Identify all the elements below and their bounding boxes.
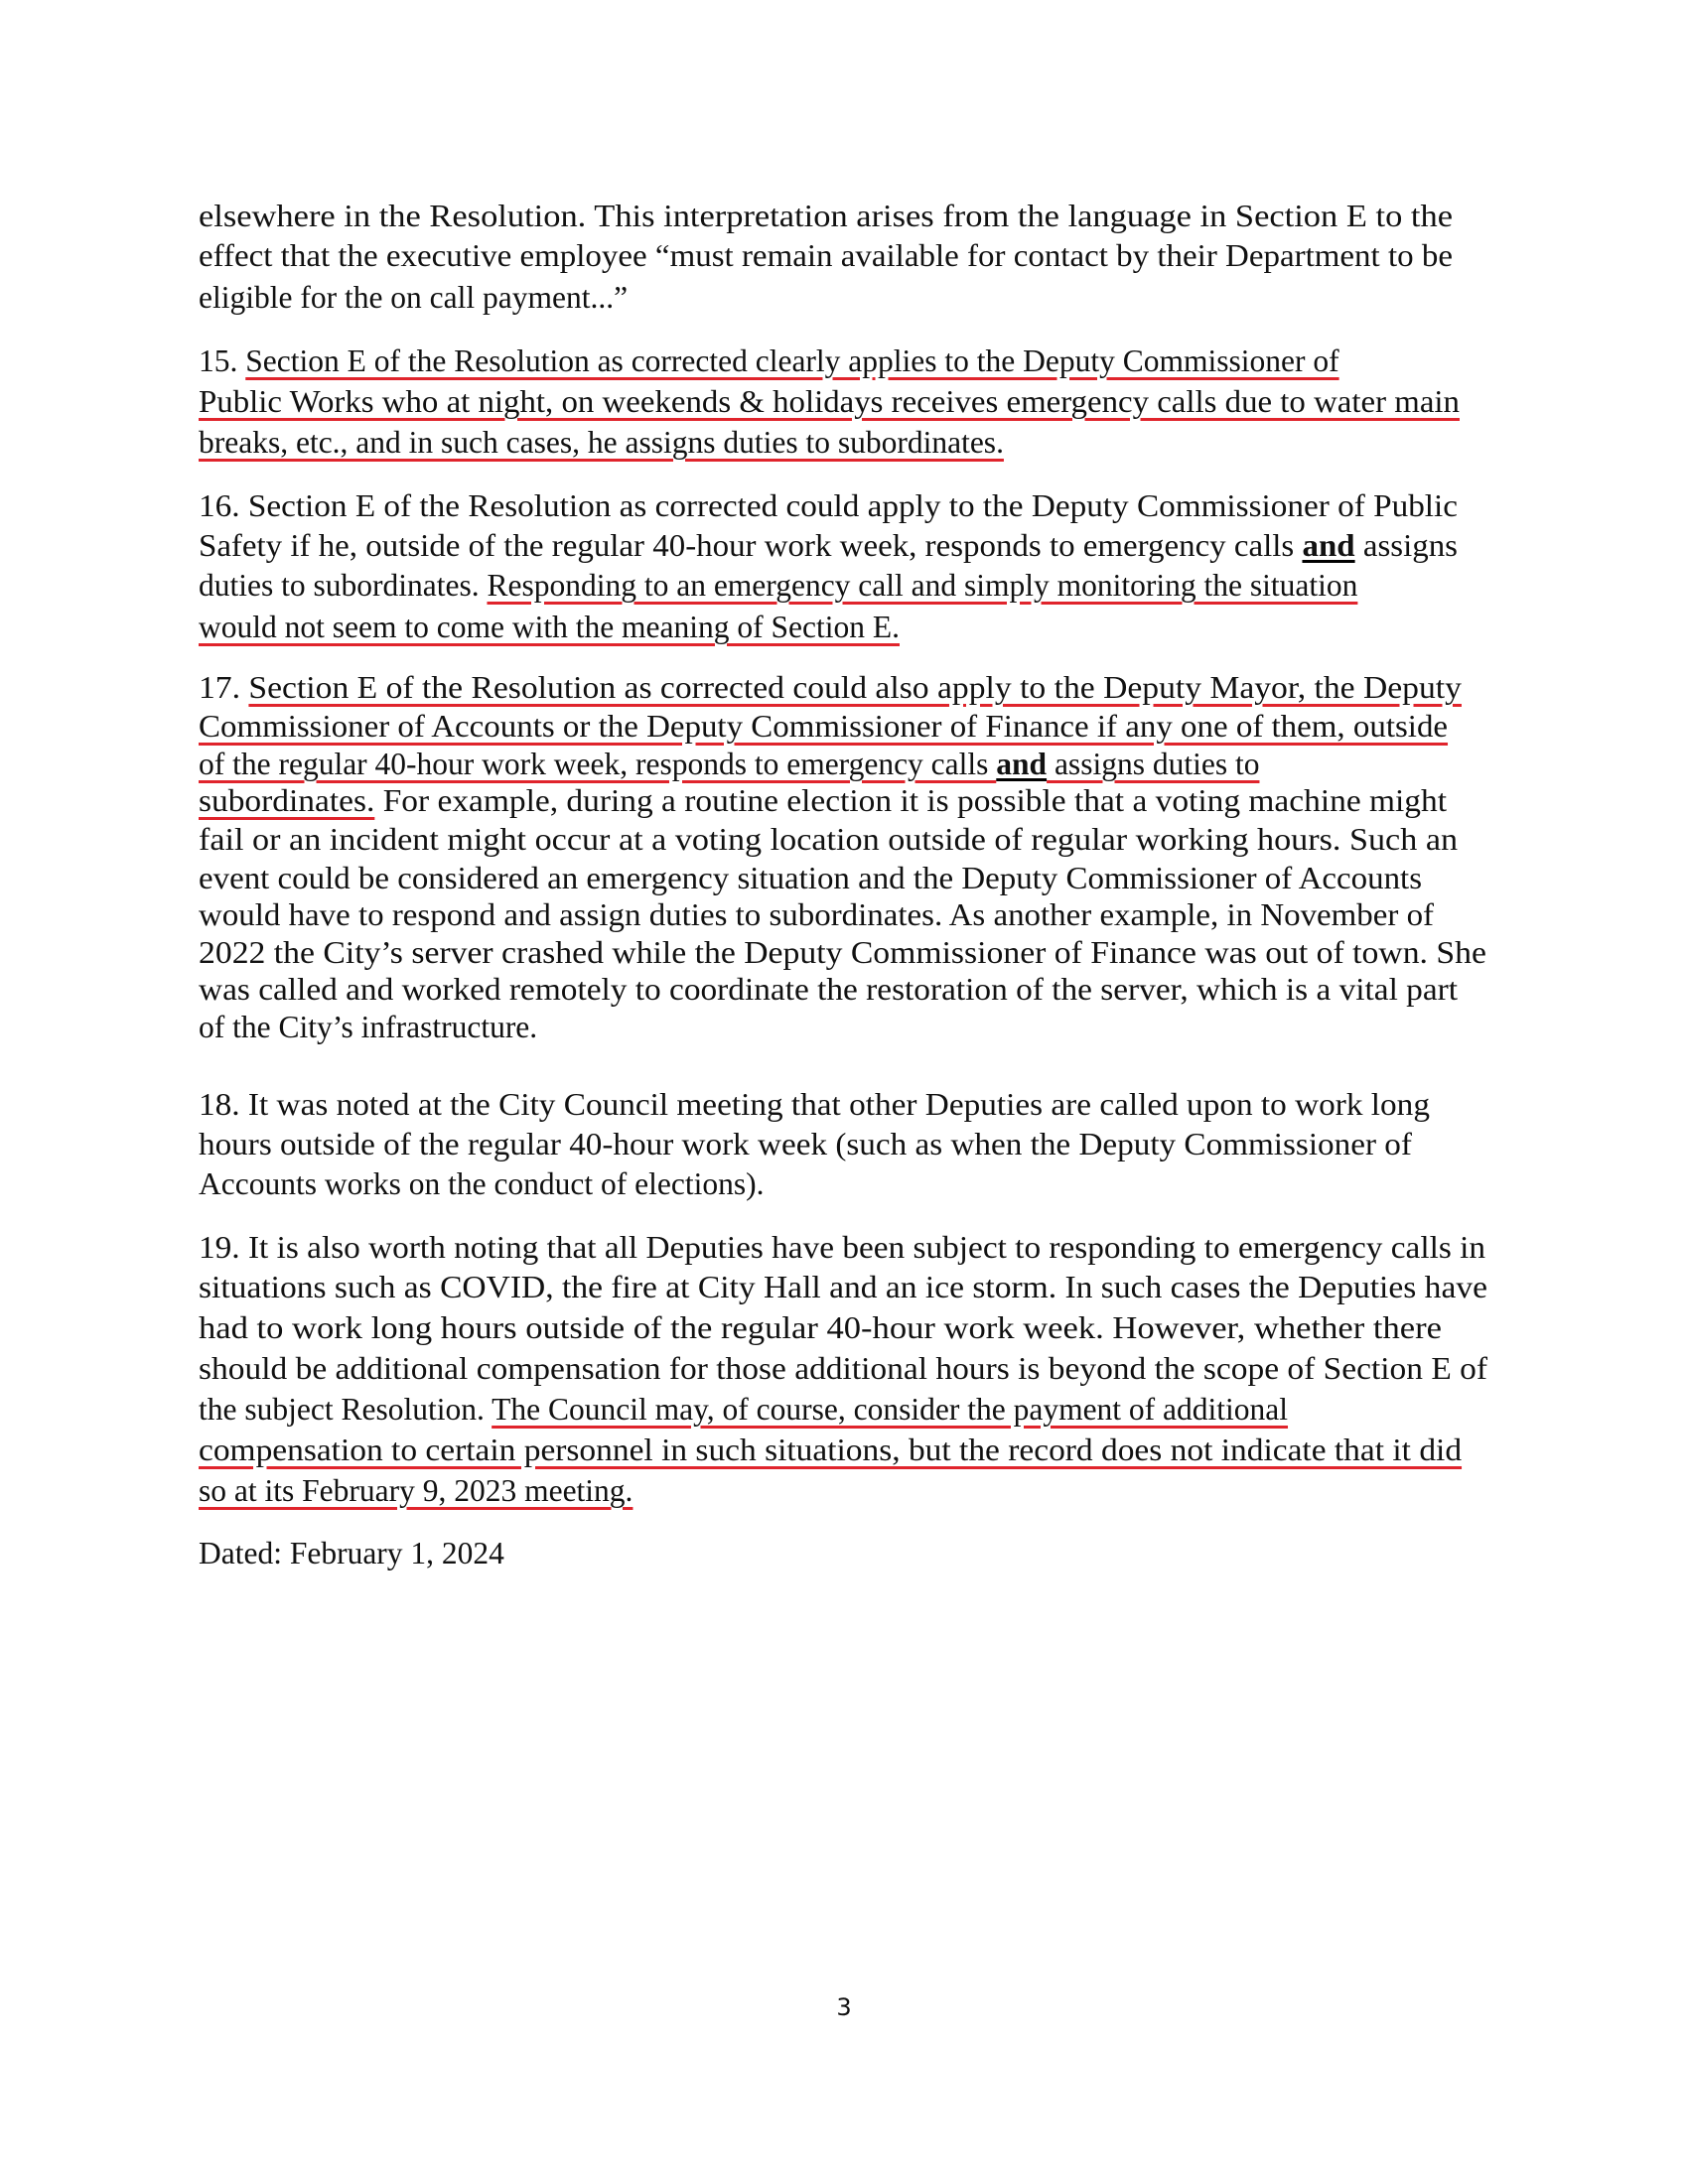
body-text: was called and worked remotely to coordinate the restoration of the server, which is a vital part [199,972,1459,1007]
body-text: hours outside of the regular 40-hour work week (such as when the Deputy Commissioner of [199,1127,1412,1161]
body-text: For example, during a routine election it is possible that a voting machine might [374,783,1448,818]
body-text: would have to respond and assign duties to subordinates. As another example, in November of [199,897,1435,932]
bold-emphasis-text: and [996,747,1048,781]
red-underlined-text: breaks, etc., and in such cases, he assigns duties to subordinates. [199,425,1004,460]
body-text: eligible for the on call payment...” [199,280,629,315]
red-underlined-text: Responding to an emergency call and simply monitoring the situation [487,568,1358,603]
text-line-p16-2 [199,526,1458,566]
body-text: elsewhere in the Resolution. This interpretation arises from the language in Section E to the [199,199,1453,233]
text-line-p19-6 [199,1431,1462,1470]
body-text: had to work long hours outside of the regular 40-hour work week. However, whether there [199,1310,1442,1345]
text-line-p15-3 [199,423,1004,463]
body-text: 16. Section E of the Resolution as corrected could apply to the Deputy Commissioner of Public [199,488,1459,523]
text-line-p16-1 [199,486,1458,526]
text-line-p19-7 [199,1471,633,1511]
text-line-p17-5 [199,820,1458,860]
text-line-intro-2 [199,236,1453,276]
red-underlined-text: Public Works who at night, on weekends & holidays receives emergency calls due to water main [199,384,1460,419]
body-text: 2022 the City’s server crashed while the Deputy Commissioner of Finance was out of town. She [199,935,1486,970]
page-number: 3 [836,1993,852,2021]
text-line-p16-4 [199,608,900,647]
text-line-p19-5 [199,1390,1288,1430]
body-text: 17. [199,670,249,705]
red-underlined-text: of the regular 40-hour work week, responds to emergency calls [199,747,997,781]
body-text: Dated: February 1, 2024 [199,1536,504,1570]
body-text: fail or an incident might occur at a voting location outside of regular working hours. Such an [199,822,1459,857]
text-line-p15-2 [199,382,1460,422]
text-line-p19-1 [199,1228,1485,1268]
body-text: event could be considered an emergency situation and the Deputy Commissioner of Accounts [199,861,1423,895]
body-text: Accounts works on the conduct of elections). [199,1166,765,1201]
red-underlined-text: so at its February 9, 2023 meeting. [199,1473,633,1508]
text-line-p16-3 [199,566,1357,606]
red-underlined-text: subordinates. [199,783,375,818]
text-line-intro-1 [199,197,1453,236]
red-underlined-text: assigns duties to [1047,747,1260,781]
body-text: the subject Resolution. [199,1392,492,1427]
text-line-p19-2 [199,1268,1487,1307]
text-line-p17-7 [199,895,1434,935]
text-line-p17-1 [199,668,1462,708]
red-underlined-text: Section E of the Resolution as corrected clearly applies to the Deputy Commissioner of [245,343,1339,378]
text-line-p18-3 [199,1164,764,1204]
body-text: 18. It was noted at the City Council meeting that other Deputies are called upon to work long [199,1087,1430,1122]
text-line-p19-3 [199,1308,1442,1348]
text-line-p17-4 [199,781,1447,821]
text-line-p17-2 [199,707,1448,747]
body-text: should be additional compensation for those additional hours is beyond the scope of Section E of [199,1351,1488,1386]
body-text: effect that the executive employee “must remain available for contact by their Department to be [199,238,1453,273]
text-line-p18-1 [199,1085,1430,1125]
text-line-intro-3 [199,278,628,318]
red-underlined-text: The Council may, of course, consider the payment of additional [492,1392,1289,1427]
body-text: duties to subordinates. [199,568,488,603]
bold-emphasis-text: and [1302,528,1355,563]
text-line-p17-8 [199,933,1486,973]
red-underlined-text: would not seem to come with the meaning of Section E. [199,610,900,644]
text-line-p15-1 [199,341,1339,381]
body-text: 15. [199,343,246,378]
text-line-dated [199,1534,504,1573]
body-text: Safety if he, outside of the regular 40-hour work week, responds to emergency calls [199,528,1303,563]
red-underlined-text: compensation to certain personnel in such situations, but the record does not indicate that it did [199,1433,1463,1467]
body-text: of the City’s infrastructure. [199,1010,538,1044]
text-line-p17-9 [199,970,1458,1010]
text-line-p18-2 [199,1125,1412,1164]
text-line-p17-3 [199,745,1259,784]
text-line-p19-4 [199,1349,1487,1389]
body-text: 19. It is also worth noting that all Deputies have been subject to responding to emergency calls in [199,1230,1486,1265]
text-line-p17-10 [199,1008,537,1047]
body-text: assigns [1354,528,1458,563]
text-line-p17-6 [199,859,1422,898]
red-underlined-text: Commissioner of Accounts or the Deputy Commissioner of Finance if any one of them, outside [199,709,1449,744]
body-text: situations such as COVID, the fire at City Hall and an ice storm. In such cases the Deputies have [199,1270,1487,1304]
red-underlined-text: Section E of the Resolution as corrected could also apply to the Deputy Mayor, the Deputy [248,670,1462,705]
